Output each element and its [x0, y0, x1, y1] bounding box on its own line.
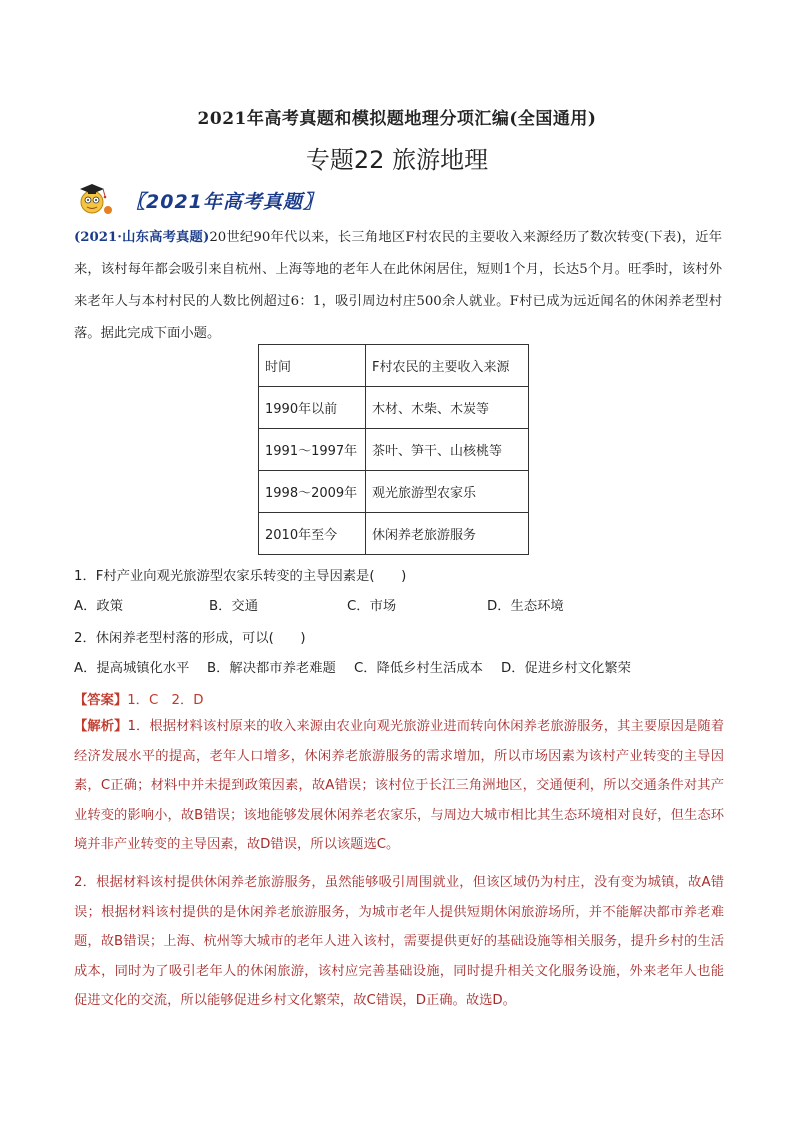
option-b: B．解决都市养老难题 [207, 661, 336, 676]
graduate-mascot-icon [74, 180, 118, 220]
intro-text: 20世纪90年代以来，长三角地区F村农民的主要收入来源经历了数次转变(下表)，近年来，该村每年都会吸引来自杭州、上海等地的老年人在此休闲居住，短则1个月，长达5个月。旺季时，该村外来老年人与本村村民的人数比例超过6：1，吸引周边村庄500余人就业。F村已成为远近闻名的休闲养老型村落。据此完成下面小题。 [74, 230, 722, 341]
analysis-paragraph-1 [74, 712, 724, 860]
table-cell: 木材、木柴、木炭等 [366, 387, 529, 429]
table-cell: 1990年以前 [259, 387, 366, 429]
option-a: A．政策 [74, 599, 123, 614]
question-2-options [74, 657, 734, 676]
option-d: D．生态环境 [487, 599, 564, 614]
table-row [259, 387, 529, 429]
option-a: A．提高城镇化水平 [74, 661, 190, 676]
question-source: (2021·山东高考真题) [74, 230, 210, 245]
income-table [258, 344, 529, 555]
document-subtitle: 专题22 旅游地理 [305, 146, 489, 174]
table-cell: 休闲养老旅游服务 [366, 513, 529, 555]
answer-value: 1．C 2．D [127, 693, 204, 708]
table-row [259, 471, 529, 513]
answer-tag: 【答案】 [74, 693, 128, 708]
document-title: 2021年高考真题和模拟题地理分项汇编(全国通用) [197, 109, 597, 129]
table-cell: 2010年至今 [259, 513, 366, 555]
answer-line [74, 689, 204, 708]
table-cell: 观光旅游型农家乐 [366, 471, 529, 513]
analysis-tag: 【解析】 [74, 719, 128, 734]
table-cell: 1991～1997年 [259, 429, 366, 471]
question-2-stem: 2．休闲养老型村落的形成，可以( ) [74, 631, 306, 646]
table-header-cell: F村农民的主要收入来源 [366, 345, 529, 387]
table-cell: 1998～2009年 [259, 471, 366, 513]
analysis-text-2: 2．根据材料该村提供休闲养老旅游服务，虽然能够吸引周围就业，但该区域仍为村庄，没有变为城镇，故A错误；根据材料该村提供的是休闲养老旅游服务，为城市老年人提供短期休闲旅游场所，并不能解决都市养老难题，故B错误；上海、杭州等大城市的老年人进入该村，需要提供更好的基础设施等相关服务，提升乡村的生活成本，同时为了吸引老年人的休闲旅游，该村应完善基础设施，同时提升相关文化服务设施，外来老年人也能促进文化的交流，所以能够促进乡村文化繁荣，故C错误，D正确。故选D。 [74, 875, 724, 1008]
option-b: B．交通 [209, 599, 259, 614]
option-c: C．市场 [347, 599, 397, 614]
question-1-stem: 1．F村产业向观光旅游型农家乐转变的主导因素是( ) [74, 569, 407, 584]
intro-paragraph [74, 222, 722, 350]
option-c: C．降低乡村生活成本 [354, 661, 483, 676]
table-cell: 茶叶、笋干、山核桃等 [366, 429, 529, 471]
table-header-row [259, 345, 529, 387]
question-1-options [74, 595, 734, 614]
section-banner [74, 180, 323, 220]
section-label: 〖2021年高考真题〗 [126, 190, 323, 213]
analysis-paragraph-2 [74, 868, 724, 1016]
table-header-cell: 时间 [259, 345, 366, 387]
table-row [259, 513, 529, 555]
table-row [259, 429, 529, 471]
analysis-text-1: 1．根据材料该村原来的收入来源由农业向观光旅游业进而转向休闲养老旅游服务，其主要原因是随着经济发展水平的提高，老年人口增多，休闲养老旅游服务的需求增加，所以市场因素为该村产业转变的主导因素，C正确；材料中并未提到政策因素，故A错误；该村位于长江三角洲地区，交通便利，所以交通条件对其产业转变的影响小，故B错误；该地能够发展休闲养老农家乐，与周边大城市相比其生态环境相对良好，但生态环境并非产业转变的主导因素，故D错误，所以该题选C。 [74, 719, 724, 852]
option-d: D．促进乡村文化繁荣 [501, 661, 631, 676]
